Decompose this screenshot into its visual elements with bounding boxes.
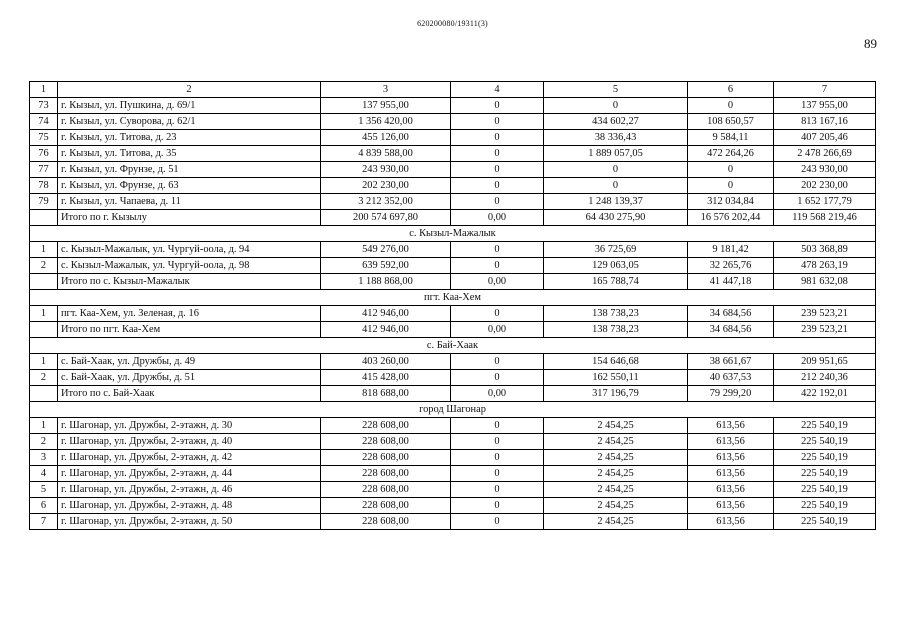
row-number-cell	[30, 322, 58, 338]
amount-cell: 64 430 275,90	[544, 210, 688, 226]
table-row	[30, 498, 876, 514]
amount-cell: 202 230,00	[774, 178, 876, 194]
amount-cell: 613,56	[688, 482, 774, 498]
amount-cell: 38 336,43	[544, 130, 688, 146]
amount-cell: 0	[451, 98, 544, 114]
amount-cell: 209 951,65	[774, 354, 876, 370]
amount-cell: 34 684,56	[688, 322, 774, 338]
table-row	[30, 418, 876, 434]
amount-cell: 613,56	[688, 450, 774, 466]
amount-cell: 137 955,00	[774, 98, 876, 114]
amount-cell: 228 608,00	[321, 498, 451, 514]
amount-cell: 639 592,00	[321, 258, 451, 274]
address-cell: г. Кызыл, ул. Фрунзе, д. 63	[58, 178, 321, 194]
amount-cell: 2 454,25	[544, 418, 688, 434]
address-cell: г. Шагонар, ул. Дружбы, 2-этажн, д. 30	[58, 418, 321, 434]
amount-cell: 0	[451, 162, 544, 178]
table-row	[30, 98, 876, 114]
amount-cell: 415 428,00	[321, 370, 451, 386]
table-row	[30, 194, 876, 210]
amount-cell: 0	[544, 178, 688, 194]
amount-cell: 243 930,00	[774, 162, 876, 178]
row-number-cell: 77	[30, 162, 58, 178]
address-cell: пгт. Каа-Хем, ул. Зеленая, д. 16	[58, 306, 321, 322]
table-row	[30, 242, 876, 258]
row-number-cell: 2	[30, 370, 58, 386]
amount-cell: 613,56	[688, 434, 774, 450]
amount-cell: 32 265,76	[688, 258, 774, 274]
amount-cell: 1 652 177,79	[774, 194, 876, 210]
amount-cell: 36 725,69	[544, 242, 688, 258]
row-number-cell: 76	[30, 146, 58, 162]
table-row	[30, 514, 876, 530]
row-number-cell: 2	[30, 434, 58, 450]
amount-cell: 2 454,25	[544, 514, 688, 530]
document-id: 620200080/19311(3)	[417, 19, 488, 28]
row-number-cell: 79	[30, 194, 58, 210]
amount-cell: 225 540,19	[774, 466, 876, 482]
row-number-cell: 5	[30, 482, 58, 498]
section-header-row	[30, 402, 876, 418]
amount-cell: 0	[451, 178, 544, 194]
amount-cell: 225 540,19	[774, 514, 876, 530]
address-cell: г. Кызыл, ул. Титова, д. 35	[58, 146, 321, 162]
table-row	[30, 354, 876, 370]
amount-cell: 79 299,20	[688, 386, 774, 402]
amount-cell: 613,56	[688, 514, 774, 530]
amount-cell: 403 260,00	[321, 354, 451, 370]
address-cell: г. Кызыл, ул. Чапаева, д. 11	[58, 194, 321, 210]
address-cell: г. Шагонар, ул. Дружбы, 2-этажн, д. 50	[58, 514, 321, 530]
amount-cell: 818 688,00	[321, 386, 451, 402]
amount-cell: 434 602,27	[544, 114, 688, 130]
table-row	[30, 130, 876, 146]
address-cell: г. Шагонар, ул. Дружбы, 2-этажн, д. 40	[58, 434, 321, 450]
row-number-cell: 1	[30, 242, 58, 258]
amount-cell: 0,00	[451, 386, 544, 402]
address-cell: с. Бай-Хаак, ул. Дружбы, д. 49	[58, 354, 321, 370]
section-title: город Шагонар	[30, 402, 876, 418]
amount-cell: 2 454,25	[544, 498, 688, 514]
amount-cell: 412 946,00	[321, 322, 451, 338]
address-cell: г. Шагонар, ул. Дружбы, 2-этажн, д. 42	[58, 450, 321, 466]
amount-cell: 981 632,08	[774, 274, 876, 290]
amount-cell: 478 263,19	[774, 258, 876, 274]
row-number-cell: 2	[30, 258, 58, 274]
address-cell: г. Кызыл, ул. Суворова, д. 62/1	[58, 114, 321, 130]
address-cell: с. Бай-Хаак, ул. Дружбы, д. 51	[58, 370, 321, 386]
column-header: 4	[451, 82, 544, 98]
amount-cell: 138 738,23	[544, 322, 688, 338]
amount-cell: 0	[451, 434, 544, 450]
address-cell: г. Шагонар, ул. Дружбы, 2-этажн, д. 48	[58, 498, 321, 514]
amount-cell: 239 523,21	[774, 322, 876, 338]
amount-cell: 0	[451, 130, 544, 146]
amount-cell: 138 738,23	[544, 306, 688, 322]
row-number-cell	[30, 274, 58, 290]
column-header: 5	[544, 82, 688, 98]
table-row	[30, 466, 876, 482]
amount-cell: 9 584,11	[688, 130, 774, 146]
amount-cell: 9 181,42	[688, 242, 774, 258]
amount-cell: 225 540,19	[774, 434, 876, 450]
amount-cell: 549 276,00	[321, 242, 451, 258]
address-cell: г. Кызыл, ул. Титова, д. 23	[58, 130, 321, 146]
amount-cell: 0	[544, 98, 688, 114]
row-number-cell: 7	[30, 514, 58, 530]
total-row	[30, 210, 876, 226]
section-header-row	[30, 290, 876, 306]
row-number-cell: 4	[30, 466, 58, 482]
row-number-cell: 73	[30, 98, 58, 114]
row-number-cell: 1	[30, 418, 58, 434]
amount-cell: 2 454,25	[544, 482, 688, 498]
amount-cell: 0	[451, 466, 544, 482]
amount-cell: 0	[451, 194, 544, 210]
amount-cell: 0,00	[451, 274, 544, 290]
amount-cell: 228 608,00	[321, 418, 451, 434]
column-header: 1	[30, 82, 58, 98]
amount-cell: 455 126,00	[321, 130, 451, 146]
amount-cell: 0	[451, 418, 544, 434]
amount-cell: 422 192,01	[774, 386, 876, 402]
amount-cell: 0,00	[451, 210, 544, 226]
amount-cell: 0	[451, 482, 544, 498]
table-row	[30, 370, 876, 386]
amount-cell: 16 576 202,44	[688, 210, 774, 226]
amount-cell: 2 454,25	[544, 466, 688, 482]
amount-cell: 212 240,36	[774, 370, 876, 386]
table-row	[30, 434, 876, 450]
amount-cell: 38 661,67	[688, 354, 774, 370]
amount-cell: 225 540,19	[774, 498, 876, 514]
table-row	[30, 482, 876, 498]
amount-cell: 1 188 868,00	[321, 274, 451, 290]
section-header-row	[30, 338, 876, 354]
section-title: пгт. Каа-Хем	[30, 290, 876, 306]
amount-cell: 0	[451, 370, 544, 386]
amount-cell: 1 356 420,00	[321, 114, 451, 130]
table-row	[30, 178, 876, 194]
total-row	[30, 322, 876, 338]
column-number-header-row	[30, 82, 876, 98]
row-number-cell: 74	[30, 114, 58, 130]
amount-cell: 1 248 139,37	[544, 194, 688, 210]
address-cell: Итого по с. Кызыл-Мажалык	[58, 274, 321, 290]
amount-cell: 239 523,21	[774, 306, 876, 322]
row-number-cell	[30, 386, 58, 402]
row-number-cell: 78	[30, 178, 58, 194]
amount-cell: 225 540,19	[774, 450, 876, 466]
column-header: 3	[321, 82, 451, 98]
row-number-cell	[30, 210, 58, 226]
amount-cell: 613,56	[688, 418, 774, 434]
table-row	[30, 162, 876, 178]
amount-cell: 119 568 219,46	[774, 210, 876, 226]
total-row	[30, 274, 876, 290]
amount-cell: 0	[688, 178, 774, 194]
column-header: 6	[688, 82, 774, 98]
amount-cell: 0	[544, 162, 688, 178]
address-cell: г. Шагонар, ул. Дружбы, 2-этажн, д. 46	[58, 482, 321, 498]
amount-cell: 34 684,56	[688, 306, 774, 322]
row-number-cell: 3	[30, 450, 58, 466]
row-number-cell: 75	[30, 130, 58, 146]
amount-cell: 228 608,00	[321, 466, 451, 482]
amount-cell: 0	[451, 514, 544, 530]
amount-cell: 1 889 057,05	[544, 146, 688, 162]
amount-cell: 412 946,00	[321, 306, 451, 322]
address-cell: с. Кызыл-Мажалык, ул. Чургуй-оола, д. 94	[58, 242, 321, 258]
table-row	[30, 146, 876, 162]
amount-cell: 202 230,00	[321, 178, 451, 194]
amount-cell: 407 205,46	[774, 130, 876, 146]
amount-cell: 0	[688, 162, 774, 178]
total-row	[30, 386, 876, 402]
amount-cell: 0	[451, 450, 544, 466]
amount-cell: 0	[451, 354, 544, 370]
address-cell: Итого по пгт. Каа-Хем	[58, 322, 321, 338]
table-row	[30, 450, 876, 466]
amount-cell: 0	[451, 146, 544, 162]
amount-cell: 503 368,89	[774, 242, 876, 258]
address-cell: г. Шагонар, ул. Дружбы, 2-этажн, д. 44	[58, 466, 321, 482]
address-cell: г. Кызыл, ул. Фрунзе, д. 51	[58, 162, 321, 178]
table-row	[30, 306, 876, 322]
amount-cell: 137 955,00	[321, 98, 451, 114]
amount-cell: 165 788,74	[544, 274, 688, 290]
amount-cell: 228 608,00	[321, 514, 451, 530]
table-body	[30, 98, 876, 530]
amount-cell: 228 608,00	[321, 434, 451, 450]
amount-cell: 0	[451, 498, 544, 514]
row-number-cell: 1	[30, 354, 58, 370]
amount-cell: 162 550,11	[544, 370, 688, 386]
amount-cell: 154 646,68	[544, 354, 688, 370]
amount-cell: 243 930,00	[321, 162, 451, 178]
section-title: с. Бай-Хаак	[30, 338, 876, 354]
amount-cell: 317 196,79	[544, 386, 688, 402]
amount-cell: 0,00	[451, 322, 544, 338]
amount-cell: 225 540,19	[774, 418, 876, 434]
amount-cell: 228 608,00	[321, 482, 451, 498]
amount-cell: 472 264,26	[688, 146, 774, 162]
amount-cell: 3 212 352,00	[321, 194, 451, 210]
amount-cell: 2 454,25	[544, 450, 688, 466]
amount-cell: 40 637,53	[688, 370, 774, 386]
amount-cell: 4 839 588,00	[321, 146, 451, 162]
row-number-cell: 6	[30, 498, 58, 514]
address-cell: г. Кызыл, ул. Пушкина, д. 69/1	[58, 98, 321, 114]
address-cell: Итого по г. Кызылу	[58, 210, 321, 226]
amount-cell: 129 063,05	[544, 258, 688, 274]
amount-cell: 200 574 697,80	[321, 210, 451, 226]
amount-cell: 613,56	[688, 498, 774, 514]
table-row	[30, 114, 876, 130]
amount-cell: 228 608,00	[321, 450, 451, 466]
amount-cell: 225 540,19	[774, 482, 876, 498]
amount-cell: 108 650,57	[688, 114, 774, 130]
amount-cell: 0	[451, 258, 544, 274]
address-cell: с. Кызыл-Мажалык, ул. Чургуй-оола, д. 98	[58, 258, 321, 274]
amount-cell: 0	[451, 242, 544, 258]
address-cell: Итого по с. Бай-Хаак	[58, 386, 321, 402]
row-number-cell: 1	[30, 306, 58, 322]
amount-cell: 312 034,84	[688, 194, 774, 210]
amount-cell: 41 447,18	[688, 274, 774, 290]
column-header: 7	[774, 82, 876, 98]
page-number: 89	[864, 36, 877, 51]
amount-cell: 813 167,16	[774, 114, 876, 130]
table-row	[30, 258, 876, 274]
section-header-row	[30, 226, 876, 242]
amount-cell: 2 478 266,69	[774, 146, 876, 162]
amount-cell: 613,56	[688, 466, 774, 482]
column-header: 2	[58, 82, 321, 98]
amount-cell: 0	[451, 306, 544, 322]
amount-cell: 0	[688, 98, 774, 114]
data-table	[29, 81, 876, 530]
section-title: с. Кызыл-Мажалык	[30, 226, 876, 242]
amount-cell: 0	[451, 114, 544, 130]
amount-cell: 2 454,25	[544, 434, 688, 450]
